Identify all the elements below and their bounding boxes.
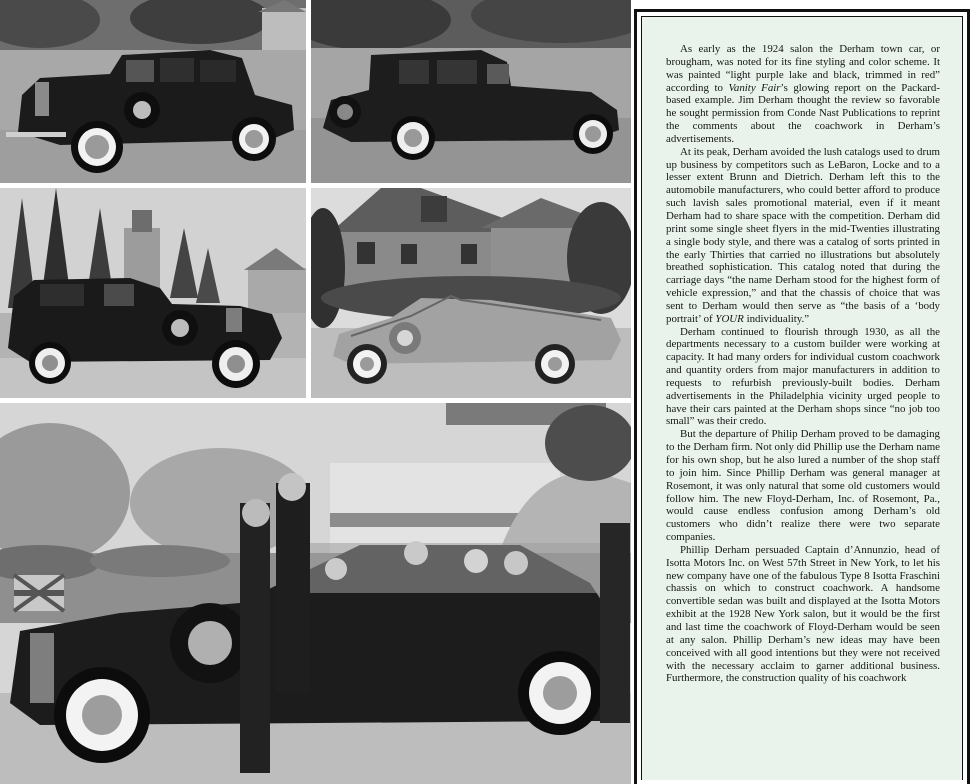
article-paragraph: Phillip Derham persuaded Captain d’Annunzio, head of Isotta Motors Inc. on West 57th Street in New York, to let his new company have one of the fabulous Type 8 Isotta Fraschini chassis on which to construct coachwork. A handsome convertible sedan was built and displayed at the Isotta Motors exhibit at the 1928 New York salon, but it would be the first and last time the coachwork of Floyd-Derham would be seen at any salon. Phillip Derham’s new ideas may have been conceived with all good intentions but they were not received with the necessary acclaim to garner additional business. Furthermore, the construction quality of his coachwork [666,543,940,685]
article-paragraph: Derham continued to flourish through 1930, as all the departments necessary to a custom builder were working at capacity. It had many orders for individual custom coachwork and quantity orders from major manufacturers in addition to requests to refurbish previously-built bodies. Derham advertisements in the Philadelphia vicinity urged people to have their cars painted at the Derham shops since “no job too small” was their credo. [666,325,940,428]
photo-town-car-monument [0,188,306,398]
photo-sedan-side [311,0,631,183]
article-panel [634,9,970,784]
article-paragraph: But the departure of Philip Derham proved to be damaging to the Derham firm. Not only did Phillip use the Derham name for his own shop, but he also lured a number of the shop staff to join him. Since Phillip Derham was general manager at Rosemont, it was only natural that some old customers would follow him. The new Floyd-Derham, Inc. of Rosemont, Pa., would cause endless confusion among Derham’s old customers who didn’t realize there were two separate companies. [666,428,940,544]
article-text-column [641,16,963,780]
photo-convertible-house [311,188,631,398]
article-paragraph: At its peak, Derham avoided the lush catalogs used to drum up business by competitors such as LeBaron, Locke and to a lesser extent Brunn and Dietrich. Derham left this to the automobile manufacturers, who could better afford to produce such lavish sales promotional material, even if it meant Derham had to share space with the competition. Derham did print some single sheet flyers in the mid-Twenties illustrating a single body style, and there was a catalog of sorts printed in the early Thirties that carried no illustrations but absolutely breathed sophistication. This catalog noted that during the carriage days “the name Derham stood for the highest form of vehicle expression,” and that the chassis of choice that was sent to Derham would then serve as “the basis of a ‘body portrait’ of YOUR individuality.” [666,145,940,325]
photo-town-car-lawn [0,0,306,183]
article-paragraph: As early as the 1924 salon the Derham town car, or brougham, was noted for its fine styling and color scheme. It was painted “light purple lake and black, trimmed in red” according to Vanity Fair’s glowing report on the Packard-based example. Jim Derham thought the review so favorable he sought permission from Conde Nast Publications to reprint the comments about the coachwork in Derham’s advertisements. [666,43,940,145]
photo-parade-car [0,403,631,784]
